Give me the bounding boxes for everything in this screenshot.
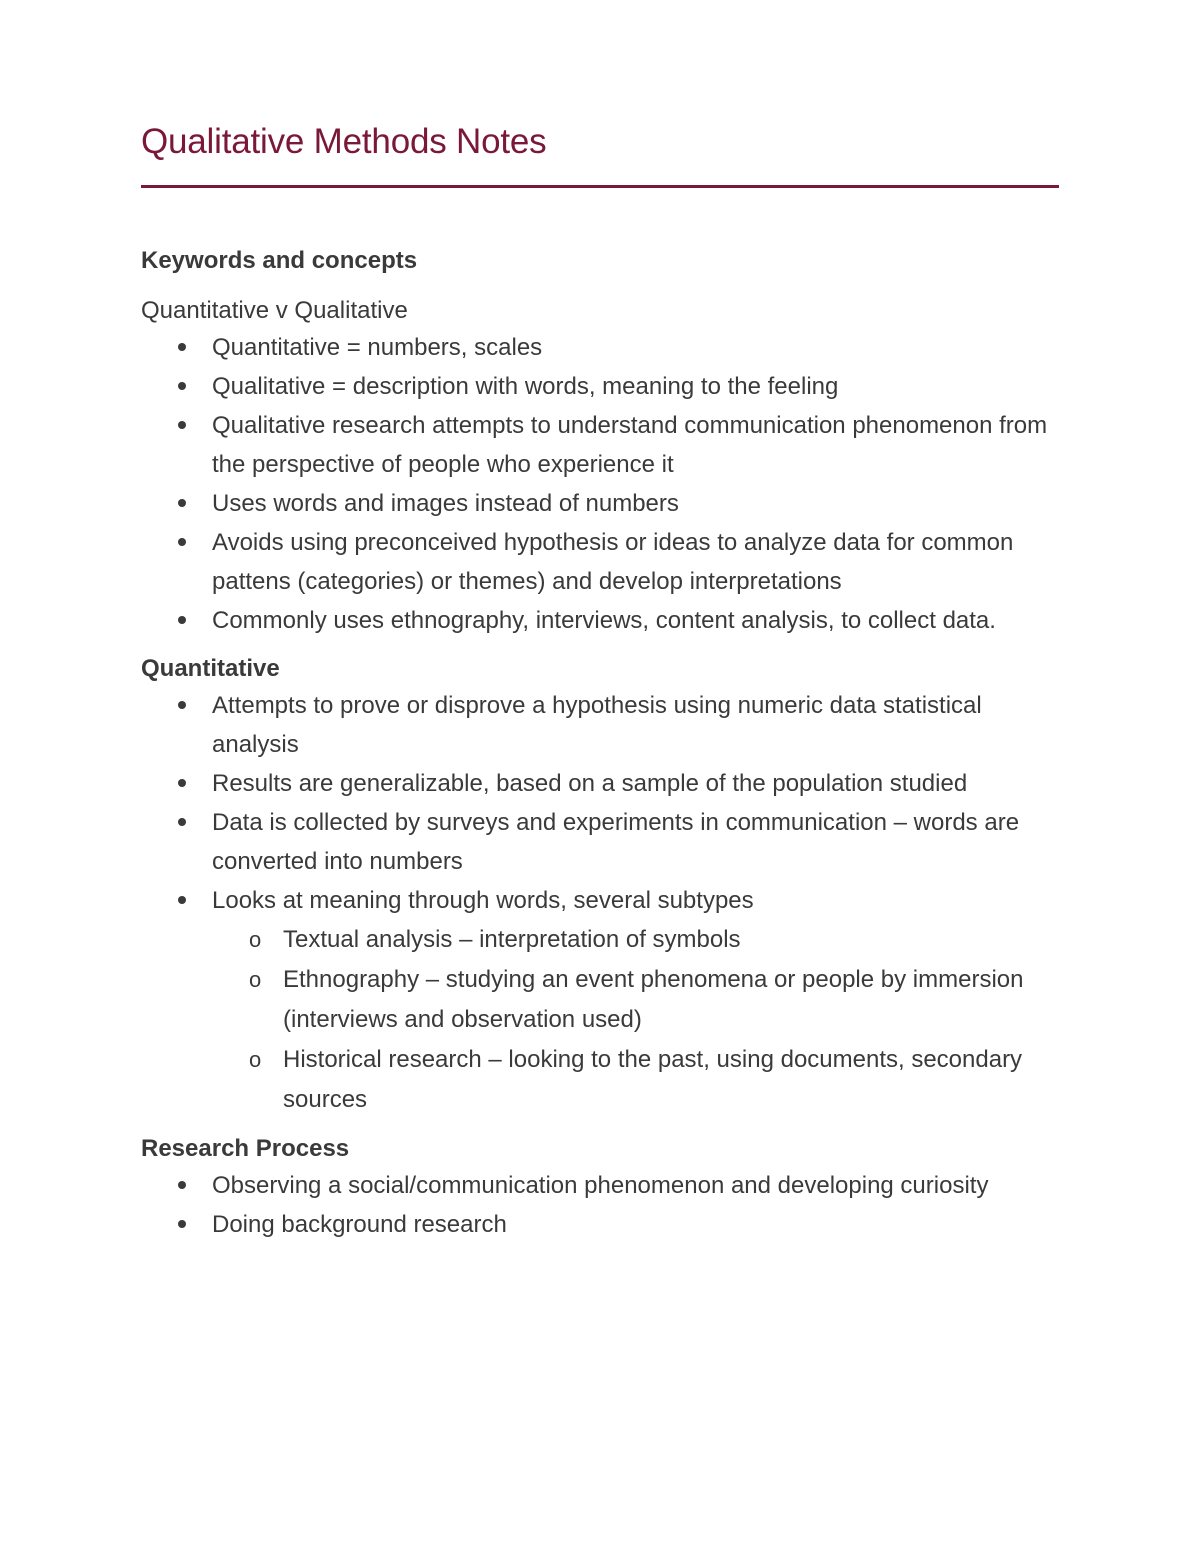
page-title: Qualitative Methods Notes xyxy=(141,122,547,161)
subheading-quant-v-qual: Quantitative v Qualitative xyxy=(141,297,408,324)
bullet-icon xyxy=(178,382,186,390)
sub-list-item: o Textual analysis – interpretation of symbols xyxy=(212,920,1059,960)
bullet-icon xyxy=(178,538,186,546)
circle-bullet-icon: o xyxy=(249,1047,262,1072)
document-page xyxy=(141,118,1059,1244)
list-item: Quantitative = numbers, scales xyxy=(141,328,1059,367)
list-item: Doing background research xyxy=(141,1205,1059,1244)
section-heading-keywords: Keywords and concepts xyxy=(141,247,418,274)
list-item: Uses words and images instead of numbers xyxy=(141,484,1059,523)
list-item: Observing a social/communication phenomenon and developing curiosity xyxy=(141,1166,1059,1205)
bullet-icon xyxy=(178,779,186,787)
sub-list-item: o Ethnography – studying an event phenomena or people by immersion (interviews and observation used) xyxy=(212,960,1059,1040)
bullet-icon xyxy=(178,616,186,624)
quantitative-list xyxy=(141,686,1059,1120)
list-item: Commonly uses ethnography, interviews, content analysis, to collect data. xyxy=(141,601,1059,640)
bullet-icon xyxy=(178,343,186,351)
section-heading-quantitative: Quantitative xyxy=(141,655,280,682)
circle-bullet-icon: o xyxy=(249,927,262,952)
section-heading-research-process: Research Process xyxy=(141,1135,350,1162)
bullet-icon xyxy=(178,701,186,709)
circle-bullet-icon: o xyxy=(249,967,262,992)
bullet-icon xyxy=(178,499,186,507)
sub-list-item: o Historical research – looking to the past, using documents, secondary sources xyxy=(212,1040,1059,1120)
list-item: Results are generalizable, based on a sample of the population studied xyxy=(141,764,1059,803)
list-item: Looks at meaning through words, several subtypes o Textual analysis – interpretation of symbols o Ethnography – studying an event phenomena or people by immersion (interviews and observation used) o Historical research – looking to the past, using documents, secondary sources xyxy=(141,881,1059,1120)
list-item: Qualitative research attempts to understand communication phenomenon from the perspective of people who experience it xyxy=(141,406,1059,484)
bullet-icon xyxy=(178,896,186,904)
subtypes-list xyxy=(212,920,1059,1120)
research-process-list xyxy=(141,1166,1059,1244)
keywords-list xyxy=(141,328,1059,640)
list-item: Attempts to prove or disprove a hypothesis using numeric data statistical analysis xyxy=(141,686,1059,764)
bullet-icon xyxy=(178,1220,186,1228)
bullet-icon xyxy=(178,818,186,826)
list-item: Qualitative = description with words, meaning to the feeling xyxy=(141,367,1059,406)
title-divider xyxy=(141,185,1059,188)
bullet-icon xyxy=(178,1181,186,1189)
list-item: Data is collected by surveys and experiments in communication – words are converted into numbers xyxy=(141,803,1059,881)
bullet-icon xyxy=(178,421,186,429)
list-item: Avoids using preconceived hypothesis or ideas to analyze data for common pattens (categories) or themes) and develop interpretations xyxy=(141,523,1059,601)
